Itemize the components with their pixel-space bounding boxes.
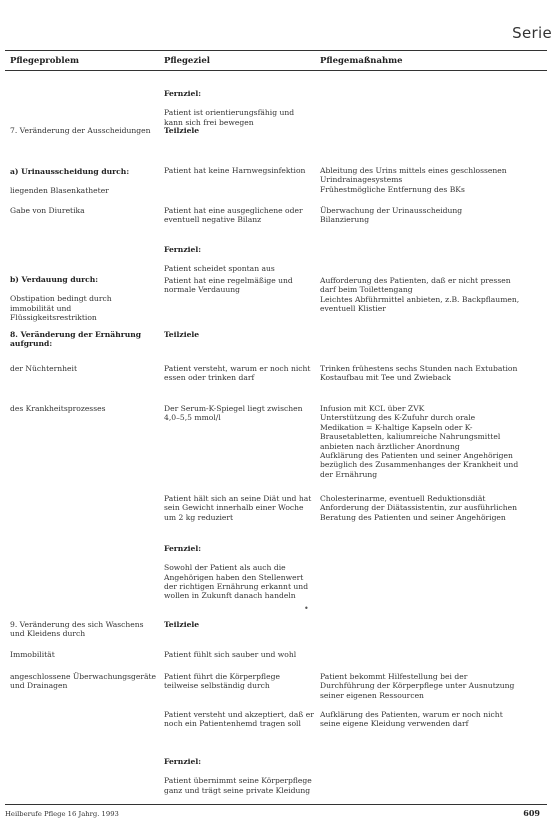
footer-rule bbox=[5, 804, 547, 805]
problem-section-heading: 9. Veränderung des sich Waschens und Kleidens durch bbox=[10, 620, 144, 639]
measure-text: Trinken frühestens sechs Stunden nach Extubation Kostaufbau mit Tee und Zwieback bbox=[320, 364, 518, 383]
column-header-problem: Pflegeproblem bbox=[10, 56, 79, 66]
problem-text: Obstipation bedingt durch immobilität und Flüssigkeitsrestriktion bbox=[10, 294, 112, 323]
problem-section-heading: 7. Veränderung der Ausscheidungen bbox=[10, 126, 151, 135]
goal-text: Patient führt die Körperpflege teilweise selbständig durch bbox=[164, 672, 280, 691]
header-bottom-rule bbox=[5, 70, 547, 71]
goal-text: Patient hat eine ausgeglichene oder eventuell negative Bilanz bbox=[164, 206, 303, 225]
measure-text: Aufklärung des Patienten, warum er noch nicht seine eigene Kleidung verwenden darf bbox=[320, 710, 503, 729]
problem-text: Immobilität bbox=[10, 650, 55, 659]
stray-mark: • bbox=[304, 604, 309, 613]
goal-text: Patient ist orientierungsfähig und kann sich frei bewegen bbox=[164, 108, 295, 127]
goal-text: Patient hat eine regelmäßige und normale Verdauung bbox=[164, 276, 293, 295]
measure-text: Infusion mit KCL über ZVK Unterstützung des K-Zufuhr durch orale Medikation = K-haltige Kapseln oder K-Brausetabletten, kaliumreiche Nahrungsmittel anbieten nach ärztlicher Anordnung Aufklärung des Patienten und seiner Angehörigen bezüglich des Zusammenhanges der Krankheit und der Ernährung bbox=[320, 404, 519, 479]
problem-text: Gabe von Diuretika bbox=[10, 206, 85, 215]
goal-text: Patient hat keine Harnwegsinfektion bbox=[164, 166, 306, 175]
goal-text: Patient scheidet spontan aus bbox=[164, 264, 275, 274]
goal-label: Fernziel: bbox=[164, 245, 202, 255]
goal-text: Sowohl der Patient als auch die Angehörigen haben den Stellenwert der richtigen Ernährung erkannt und wollen in Zukunft danach handeln bbox=[164, 563, 309, 601]
goal-text: Patient versteht und akzeptiert, daß er noch ein Patientenhemd tragen soll bbox=[164, 710, 314, 729]
footer-citation: Heilberufe Pflege 16 Jahrg. 1993 bbox=[5, 810, 119, 818]
goal-text: Patient fühlt sich sauber und wohl bbox=[164, 650, 297, 659]
goal-text: Patient übernimmt seine Körperpflege ganz und trägt seine private Kleidung bbox=[164, 776, 312, 795]
problem-cell bbox=[10, 266, 158, 332]
goal-cell bbox=[164, 535, 314, 610]
goal-subheading: Teilziele bbox=[164, 126, 200, 135]
problem-label: b) Verdauung durch: bbox=[10, 275, 99, 285]
problem-text: angeschlossene Überwachungsgeräte und Drainagen bbox=[10, 672, 157, 691]
column-header-measure: Pflegemaßnahme bbox=[320, 56, 403, 66]
header-top-rule bbox=[5, 50, 547, 51]
goal-label: Fernziel: bbox=[164, 757, 202, 767]
goal-subheading: Teilziele bbox=[164, 330, 200, 339]
goal-text: Patient hält sich an seine Diät und hat sein Gewicht innerhalb einer Woche um 2 kg reduziert bbox=[164, 494, 312, 522]
goal-text: Patient versteht, warum er noch nicht essen oder trinken darf bbox=[164, 364, 311, 383]
measure-text: Ableitung des Urins mittels eines geschlossenen Urindrainagesystems Frühestmögliche Entfernung des BKs bbox=[320, 166, 507, 194]
goal-cell bbox=[164, 748, 314, 804]
goal-text: Der Serum-K-Spiegel liegt zwischen 4,0–5,5 mmol/l bbox=[164, 404, 303, 423]
measure-text: Patient bekommt Hilfestellung bei der Durchführung der Körperpflege unter Ausnutzung seiner eigenen Ressourcen bbox=[320, 672, 515, 700]
problem-text: liegenden Blasenkatheter bbox=[10, 186, 109, 196]
page-number: 609 bbox=[523, 808, 540, 818]
measure-text: Aufforderung des Patienten, daß er nicht pressen darf beim Toilettengang Leichtes Abführmittel anbieten, z.B. Backpflaumen, eventuell Klistier bbox=[320, 276, 520, 314]
goal-label: Fernziel: bbox=[164, 544, 202, 554]
problem-label: a) Urinausscheidung durch: bbox=[10, 167, 130, 177]
series-label: Serie bbox=[512, 24, 552, 42]
goal-label: Fernziel: bbox=[164, 89, 202, 99]
measure-text: Überwachung der Urinausscheidung Bilanzierung bbox=[320, 206, 463, 225]
problem-section-heading: 8. Veränderung der Ernährung aufgrund: bbox=[10, 330, 142, 349]
column-header-goal: Pflegeziel bbox=[164, 56, 211, 66]
problem-cell bbox=[10, 158, 158, 205]
problem-text: der Nüchternheit bbox=[10, 364, 78, 373]
measure-text: Cholesterinarme, eventuell Reduktionsdiät Anforderung der Diätassistentin, zur ausführlichen Beratung des Patienten und seiner Angehörigen bbox=[320, 494, 518, 522]
problem-text: des Krankheitsprozesses bbox=[10, 404, 106, 413]
goal-subheading: Teilziele bbox=[164, 620, 200, 629]
